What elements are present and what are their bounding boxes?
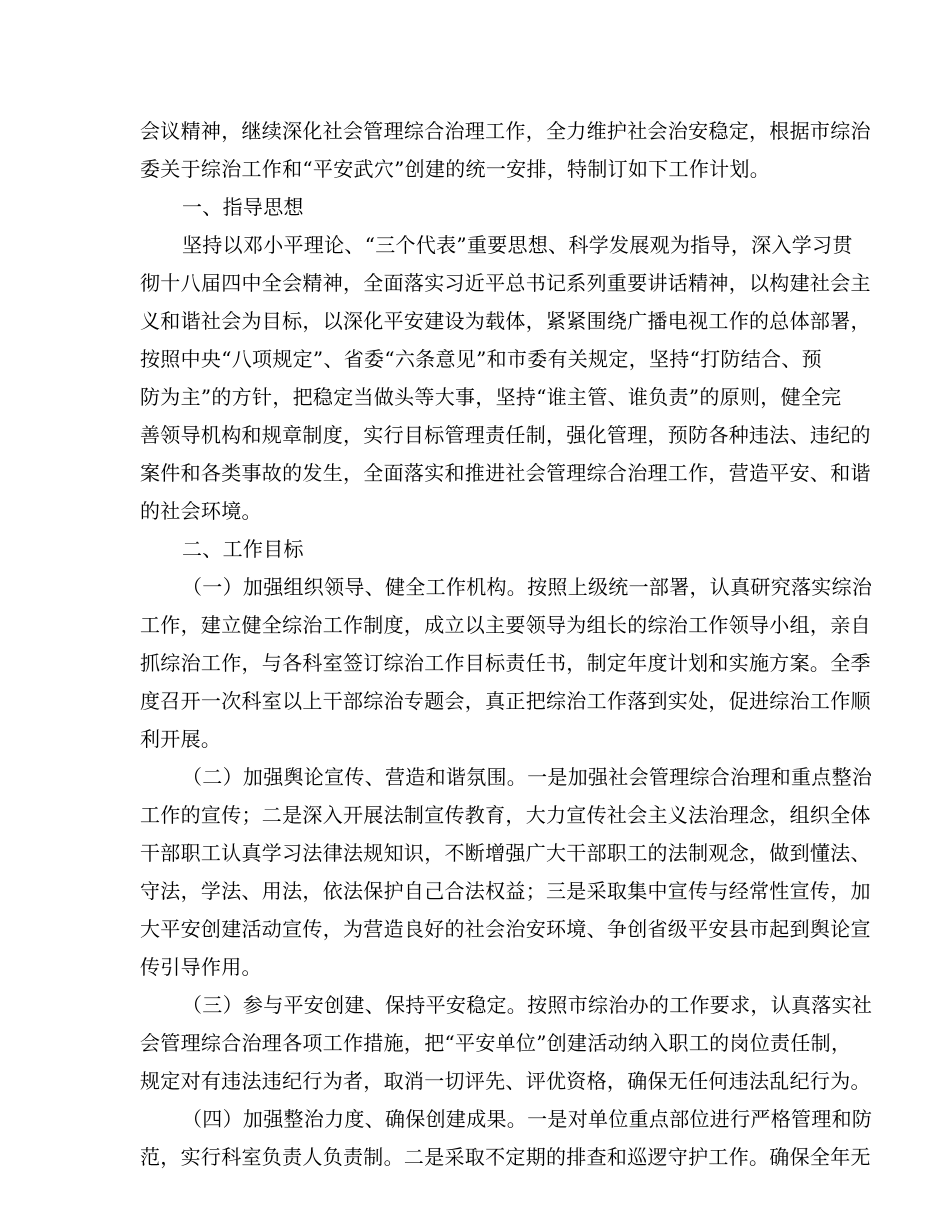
text-line: 规定对有违法违纪行为者，取消一切评先、评优资格，确保无任何违法乱纪行为。 [140, 1069, 871, 1093]
text-line: 工作的宣传；二是深入开展法制宣传教育，大力宣传社会主义法治理念，组织全体 [140, 803, 871, 827]
text-line: 会管理综合治理各项工作措施，把“平安单位”创建活动纳入职工的岗位责任制， [140, 1031, 852, 1055]
text-line: 会议精神，继续深化社会管理综合治理工作，全力维护社会治安稳定，根据市综治 [140, 119, 871, 143]
text-line: 彻十八届四中全会精神，全面落实习近平总书记系列重要讲话精神，以构建社会主 [140, 271, 871, 295]
text-line: 利开展。 [140, 727, 222, 751]
text-line: 善领导机构和规章制度，实行目标管理责任制，强化管理，预防各种违法、违纪的 [140, 423, 871, 447]
text-line: （三）参与平安创建、保持平安稳定。按照市综治办的工作要求，认真落实社 [182, 993, 873, 1017]
text-line: 度召开一次科室以上干部综治专题会，真正把综治工作落到实处，促进综治工作顺 [140, 689, 871, 713]
text-line: 大平安创建活动宣传，为营造良好的社会治安环境、争创省级平安县市起到舆论宣 [140, 917, 871, 941]
text-line: 范，实行科室负责人负责制。二是采取不定期的排查和巡逻守护工作。确保全年无 [140, 1145, 871, 1169]
text-line: 干部职工认真学习法律法规知识，不断增强广大干部职工的法制观念，做到懂法、 [140, 841, 871, 865]
document-page [140, 112, 873, 1176]
text-line: 按照中央“八项规定”、省委“六条意见”和市委有关规定，坚持“打防结合、预 [140, 347, 822, 371]
text-line: 坚持以邓小平理论、“三个代表”重要思想、科学发展观为指导，深入学习贯 [182, 233, 853, 257]
text-line: 工作，建立健全综治工作制度，成立以主要领导为组长的综治工作领导小组，亲自 [140, 613, 871, 637]
section-heading-guiding-ideology: 一、指导思想 [182, 195, 304, 219]
text-line: 防为主”的方针，把稳定当做头等大事，坚持“谁主管、谁负责”的原则，健全完 [140, 385, 842, 409]
text-line: （一）加强组织领导、健全工作机构。按照上级统一部署，认真研究落实综治 [182, 575, 873, 599]
text-line: 抓综治工作，与各科室签订综治工作目标责任书，制定年度计划和实施方案。全季 [140, 651, 871, 675]
text-line: 的社会环境。 [140, 499, 262, 523]
text-line: 委关于综治工作和“平安武穴”创建的统一安排，特制订如下工作计划。 [140, 157, 771, 181]
text-line: 义和谐社会为目标，以深化平安建设为载体，紧紧围绕广播电视工作的总体部署， [140, 309, 871, 333]
section-heading-work-goals: 二、工作目标 [182, 537, 304, 561]
text-line: 案件和各类事故的发生，全面落实和推进社会管理综合治理工作，营造平安、和谐 [140, 461, 871, 485]
text-line: 守法，学法、用法，依法保护自己合法权益；三是采取集中宣传与经常性宣传，加 [140, 879, 871, 903]
text-line: （四）加强整治力度、确保创建成果。一是对单位重点部位进行严格管理和防 [182, 1107, 873, 1131]
text-line: （二）加强舆论宣传、营造和谐氛围。一是加强社会管理综合治理和重点整治 [182, 765, 873, 789]
text-line: 传引导作用。 [140, 955, 262, 979]
